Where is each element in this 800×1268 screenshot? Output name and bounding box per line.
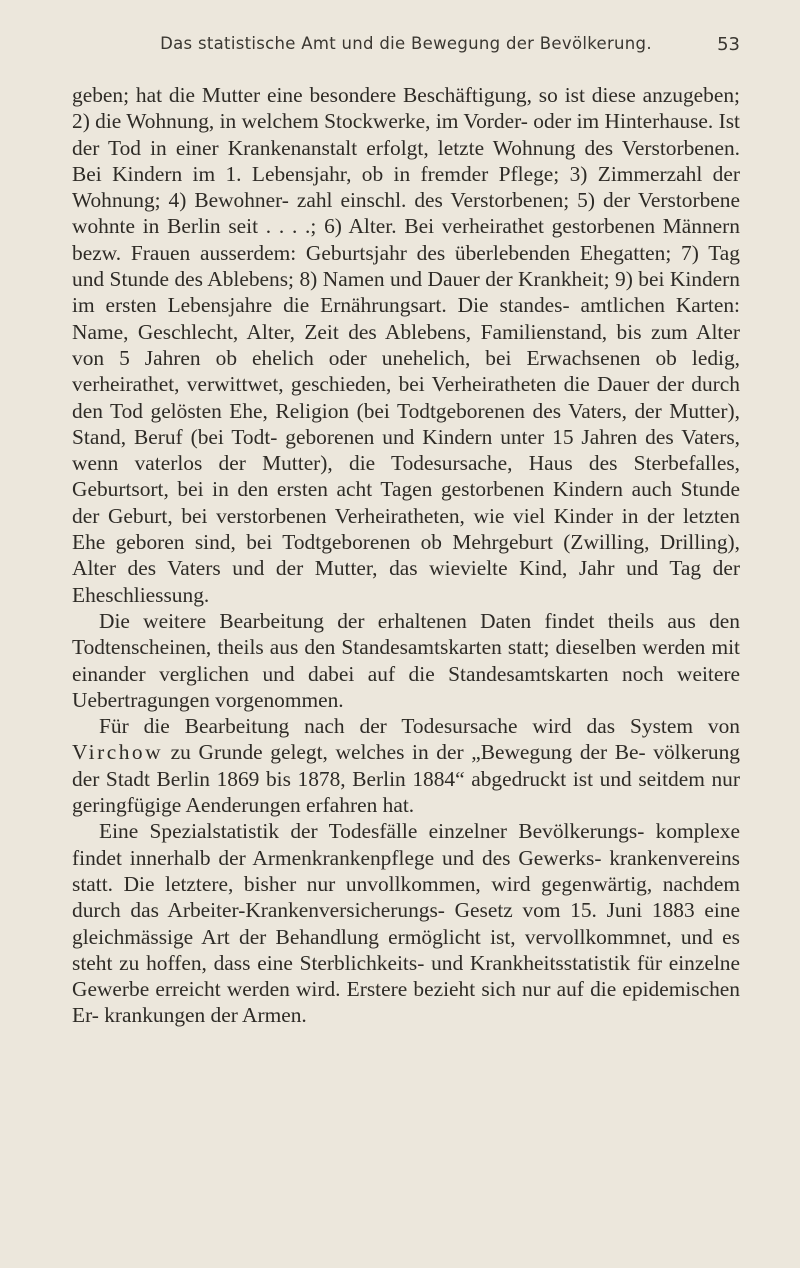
author-name-virchow: Virchow [72,740,164,765]
paragraph-text-before: Für die Bearbeitung nach der Todesursache wird das System von [99,714,740,739]
page-header [72,34,740,62]
page-number: 53 [717,34,740,55]
paragraph-cause-of-death-system [72,713,740,818]
paragraph-text-after: zu Grunde gelegt, welches in der „Bewegung der Be- völkerung der Stadt Berlin 1869 bis 1878, Berlin 1884“ abgedruckt ist und seitdem nur geringfügige Aenderungen erfahren hat. [72,740,740,818]
paragraph-continuation: geben; hat die Mutter eine besondere Beschäftigung, so ist diese anzugeben; 2) die Wohnung, in welchem Stockwerke, im Vorder- oder im Hinterhause. Ist der Tod in einer Krankenanstalt erfolgt, letzte Wohnung des Verstorbenen. Bei Kindern im 1. Lebensjahr, ob in fremder Pflege; 3) Zimmerzahl der Wohnung; 4) Bewohner- zahl einschl. des Verstorbenen; 5) der Verstorbene wohnte in Berlin seit . . . .; 6) Alter. Bei verheirathet gestorbenen Männern bezw. Frauen ausserdem: Geburtsjahr des überlebenden Ehegatten; 7) Tag und Stunde des Ablebens; 8) Namen und Dauer der Krankheit; 9) bei Kindern im ersten Lebensjahre die Ernährungsart. Die standes- amtlichen Karten: Name, Geschlecht, Alter, Zeit des Ablebens, Familienstand, bis zum Alter von 5 Jahren ob ehelich oder unehelich, bei Erwachsenen ob ledig, verheirathet, verwittwet, geschieden, bei Verheiratheten die Dauer der durch den Tod gelösten Ehe, Religion (bei Todtgeborenen des Vaters, der Mutter), Stand, Beruf (bei Todt- geborenen und Kindern unter 15 Jahren des Vaters, wenn vaterlos der Mutter), die Todesursache, Haus des Sterbefalles, Geburtsort, bei in den ersten acht Tagen gestorbenen Kindern auch Stunde der Geburt, bei verstorbenen Verheiratheten, wie viel Kinder in der letzten Ehe geboren sind, bei Todtgeborenen ob Mehrgeburt (Zwilling, Drilling), Alter des Vaters und der Mutter, das wievielte Kind, Jahr und Tag der Eheschliessung. [72,83,740,607]
running-title: Das statistische Amt und die Bewegung der Bevölkerung. [160,34,652,53]
paragraph-special-statistics: Eine Spezialstatistik der Todesfälle einzelner Bevölkerungs- komplexe findet innerhalb der Armenkrankenpflege und des Gewerks- krankenvereins statt. Die letztere, bisher nur unvollkommen, wird gegenwärtig, nachdem durch das Arbeiter-Krankenversicherungs- Gesetz vom 15. Juni 1883 eine gleichmässige Art der Behandlung ermöglicht ist, vervollkommnet, und es steht zu hoffen, dass eine Sterblichkeits- und Krankheitsstatistik für einzelne Gewerbe erreicht werden wird. Erstere bezieht sich nur auf die epidemischen Er- krankungen der Armen. [72,819,740,1028]
body-text [72,82,740,1029]
paragraph-data-processing: Die weitere Bearbeitung der erhaltenen Daten findet theils aus den Todtenscheinen, theils aus den Standesamtskarten statt; dieselben werden mit einander verglichen und dabei auf die Standesamtskarten noch weitere Uebertragungen vorgenommen. [72,608,740,712]
